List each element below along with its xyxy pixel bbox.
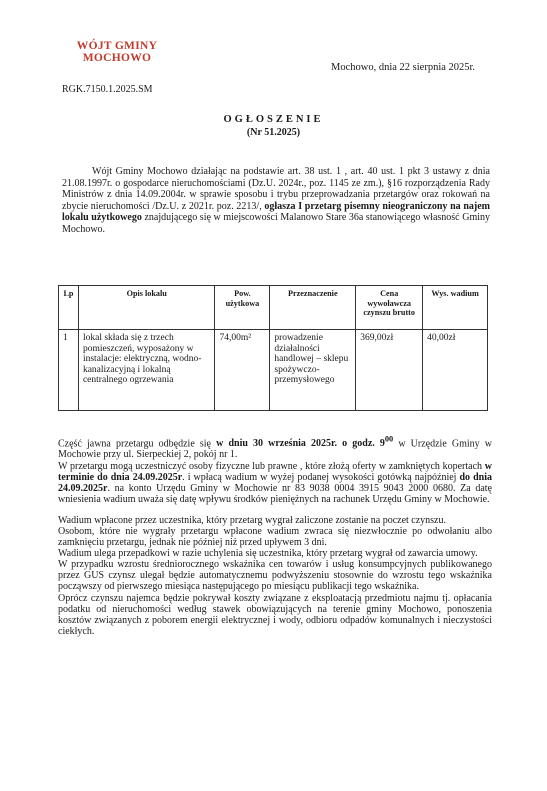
additional-costs-paragraph: Oprócz czynszu najemca będzie pokrywał koszty związane z eksploatacją przedmiotu najmu tj. opłacania podatku od nieruchomości według stawek obowiązujących na terenie gminy Mochowo, ponoszenia kosztów związanych z poborem energii elektrycznej i wody, odbioru odpadów komunalnych i nieczystości ciekłych. [58,592,492,637]
text-span: Część jawna przetargu odbędzie się [58,438,217,450]
col-header-lp: Lp [59,286,79,330]
deposit-return-paragraph: Osobom, które nie wygrały przetargu wpłacone wadium zwraca się niezwłocznie po odwołaniu albo zamknięciu przetargu, jednak nie później niż przed upływem 3 dni. [58,525,492,549]
auction-date [216,435,394,450]
place-and-date: Mochowo, dnia 22 sierpnia 2025r. [331,62,476,73]
cell-price: 369,00zł [356,330,423,411]
eligibility-paragraph [58,461,492,505]
stamp-line-1: WÓJT GMINY [76,40,158,52]
text-span: . i wpłacą wadium w wyżej podanej wysokości gotówką najpóźniej [182,471,460,483]
table-row [59,330,488,411]
col-header-purpose: Przeznaczenie [270,286,356,330]
cell-description: lokal składa się z trzech pomieszczeń, wyposażony w instalacje: elektryczną, wodno-kanalizacyjną i lokalną centralnego ogrzewania [78,330,215,411]
text-span: . na konto Urzędu Gminy w Mochowie nr 83 9038 0004 3915 9043 2000 0680. Za datę wniesienia wadium uważa się datę wpływu środków pieniężnych na rachunek Urzędu Gminy w Mochowie. [58,482,492,505]
intro-bold: ogłasza I przetarg pisemny nieograniczony na najem lokalu użytkowego [62,200,490,224]
cell-lp: 1 [59,330,79,411]
cell-deposit: 40,00zł [423,330,488,411]
document-title: OGŁOSZENIE [223,114,324,125]
auction-date-paragraph [58,434,492,461]
col-header-price: Cena wywoławcza czynszu brutto [356,286,423,330]
intro-text-2: znajdującego się w miejscowości Malanowo Stare 36a stanowiącego własność Gminy Mochowo. [62,212,490,235]
text-span: W przetargu mogą uczestniczyć osoby fizyczne lub prawne , które złożą oferty w zamkniętych kopertach [58,460,485,472]
rent-indexation-paragraph: W przypadku wzrostu średniorocznego wskaźnika cen towarów i usług konsumpcyjnych publikowanego przez GUS czynsz ulegał będzie automatycznemu podwyższeniu stosownie do wzrostu tego wskaźnika począwszy od pierwszego miesiąca następującego po miesiącu publikacji tego wskaźnika. [58,559,492,593]
announcement-body [58,434,492,637]
reference-number: RGK.7150.1.2025.SM [62,84,153,95]
issuer-stamp [62,40,172,64]
cell-area: 74,00m² [215,330,270,411]
col-header-area: Pow. użytkowa [215,286,270,330]
col-header-deposit: Wys. wadium [423,286,488,330]
cell-purpose: prowadzenie działalności handlowej – sklepu spożywczo-przemysłowego [270,330,356,411]
auction-date-text: w dniu 30 września 2025r. o godz. 9 [216,438,385,450]
announcement-number: (Nr 51.2025) [246,127,301,138]
intro-text-1: Wójt Gminy Mochowo działając na podstawie art. 38 ust. 1 , art. 40 ust. 1 pkt 3 ustawy z dnia 21.08.1997r. o gospodarce nieruchomościami (Dz.U. 2024r., poz. 1145 ze zm.), §16 rozporządzenia Rady Ministrów z dnia 14.09.2004r. w sprawie sposobu i trybu przeprowadzania przetargów oraz rokowań na zbycie nieruchomości /Dz.U. z 2021r. poz. 2213/, [62,166,490,212]
text-span: w Urzędzie Gminy w Mochowie przy ul. Sierpeckiej 2, pokój nr 1. [58,438,492,461]
deposit-credit-paragraph: Wadium wpłacone przez uczestnika, który przetarg wygrał zaliczone zostanie na poczet czynszu. [58,514,446,526]
offer-deadline: w terminie do dnia 24.09.2025r [58,460,492,483]
auction-time-minutes: 00 [384,435,394,444]
intro-paragraph [62,166,490,236]
table-header-row [59,286,488,330]
deposit-forfeit-paragraph: Wadium ulega przepadkowi w razie uchylenia się uczestnika, który przetarg wygrał od zawarcia umowy. [58,548,478,560]
premises-table [58,285,488,411]
deposit-deadline: do dnia 24.09.2025r [58,471,492,494]
col-header-description: Opis lokalu [78,286,215,330]
stamp-line-2: MOCHOWO [82,52,152,64]
